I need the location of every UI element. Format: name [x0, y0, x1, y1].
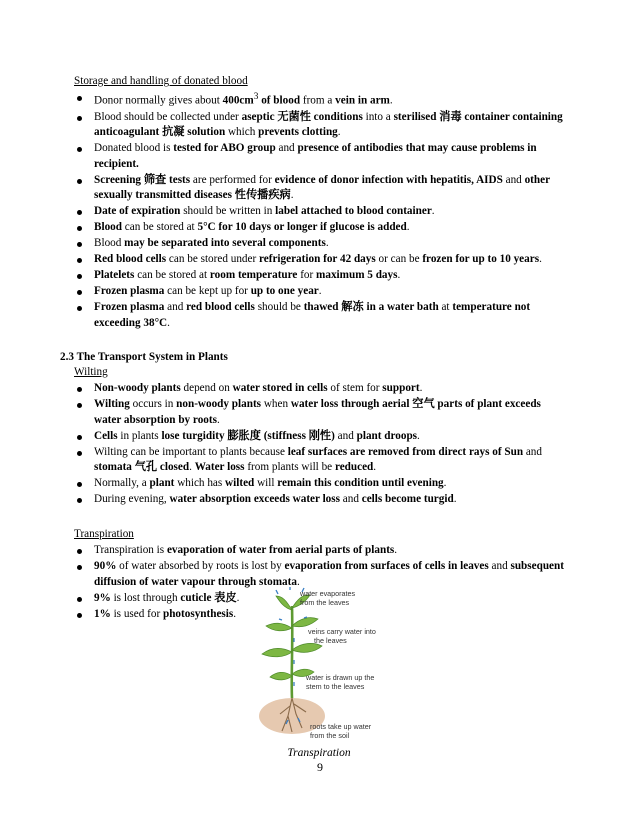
list-text: for — [297, 269, 317, 282]
list-text: . — [539, 253, 542, 266]
list-text: into a — [362, 110, 394, 123]
list-text: . — [189, 461, 195, 473]
list-text: support — [382, 382, 420, 394]
list-text: and — [502, 173, 525, 186]
list-item — [74, 284, 564, 300]
list-text: Frozen plasma — [94, 285, 165, 298]
list-item — [74, 445, 564, 476]
list-text: . — [167, 316, 170, 329]
list-text: 1% — [94, 607, 111, 620]
list-text: . — [325, 237, 329, 250]
list-text: can be stored at — [121, 221, 198, 234]
list-text: may be separated into several components — [124, 237, 326, 250]
list-text: Screening 筛查 tests — [94, 173, 191, 186]
list-text: . — [216, 413, 220, 426]
list-text: water stored in cells — [232, 382, 328, 394]
wilting-heading: Wilting — [74, 366, 108, 378]
label-veins-1: veins carry water into — [308, 627, 376, 636]
label-evaporates-1: water evaporates — [300, 589, 356, 598]
list-text: depend on — [180, 382, 233, 394]
list-item — [74, 141, 564, 172]
list-text: temperature not exceeding 38°C — [94, 301, 531, 329]
list-text: frozen for up to 10 years — [422, 253, 540, 266]
page-number: 9 — [317, 760, 323, 774]
list-text: Water loss — [194, 461, 245, 473]
list-text: . — [318, 285, 322, 298]
list-text: and — [488, 560, 511, 572]
list-text: from plants will be — [244, 461, 335, 473]
list-text: evidence of donor infection with hepatitis, AIDS — [274, 173, 503, 186]
label-drawn-2: stem to the leaves — [306, 682, 365, 691]
list-text: and — [523, 445, 542, 458]
list-text: leaf surfaces are removed from direct rays of Sun — [287, 445, 524, 458]
list-text: Transpiration is — [94, 544, 167, 556]
list-text: prevents clotting — [258, 126, 338, 139]
list-text: Blood — [94, 237, 125, 250]
list-text: is used for — [110, 607, 163, 620]
list-text: . — [406, 221, 410, 234]
list-item — [74, 429, 564, 445]
list-text: plant — [149, 477, 175, 489]
list-text: in plants — [117, 429, 162, 442]
list-text: . — [337, 126, 341, 139]
label-drawn-1: water is drawn up the — [306, 673, 375, 682]
list-text: . — [236, 591, 240, 604]
list-text: . — [296, 575, 300, 588]
list-text: when — [261, 398, 291, 410]
list-item — [74, 173, 564, 204]
list-text: . — [233, 607, 237, 620]
list-item — [74, 204, 564, 220]
list-text: of blood — [258, 94, 301, 107]
list-text: which has — [174, 477, 226, 489]
list-text: will — [254, 477, 278, 489]
list-text: from a — [300, 94, 336, 107]
list-text: or can be — [375, 253, 423, 266]
list-text: cells become turgid — [361, 493, 454, 505]
label-veins-2: the leaves — [314, 636, 347, 645]
list-item — [74, 220, 564, 236]
list-text: . — [443, 477, 447, 489]
list-text: remain this condition until evening — [277, 477, 444, 489]
list-text: Normally, a — [94, 477, 150, 489]
list-item — [74, 397, 564, 428]
list-text: water absorption exceeds water loss — [169, 493, 340, 505]
list-text: should be written in — [180, 205, 276, 218]
list-text: of water absorbed by roots is lost by — [116, 560, 285, 572]
list-text: Red blood cells — [94, 253, 167, 266]
list-text: maximum 5 days — [316, 269, 398, 282]
list-text: thawed 解冻 in a water bath — [303, 301, 439, 314]
list-text: Wilting — [94, 398, 130, 410]
list-text: . — [389, 94, 393, 107]
list-text: reduced — [334, 461, 374, 473]
label-roots-1: roots take up water — [310, 722, 372, 731]
list-text: refrigeration for 42 days — [259, 253, 376, 266]
list-text: of stem for — [327, 382, 383, 394]
list-text: 3 — [253, 92, 259, 102]
list-text: can be stored under — [166, 253, 259, 266]
list-text: should be — [254, 301, 304, 314]
list-text: . — [419, 382, 423, 394]
list-text: . — [431, 205, 435, 218]
list-item — [74, 110, 564, 141]
list-text: cuticle 表皮 — [180, 591, 237, 604]
label-evaporates-2: from the leaves — [300, 598, 350, 607]
list-text: Frozen plasma — [94, 301, 165, 314]
list-text: . — [290, 189, 294, 202]
list-text: Blood — [94, 221, 122, 234]
list-text: . — [373, 461, 377, 473]
list-text: evaporation from surfaces of cells in leaves — [284, 560, 489, 572]
list-text: 5°C for 10 days or longer if glucose is added — [197, 221, 407, 234]
list-item — [74, 268, 564, 284]
list-text: can be kept up for — [164, 285, 251, 298]
list-text: sterilised 消毒 container containing anticoagulant 抗凝 solution — [94, 110, 563, 139]
list-text: is lost through — [110, 591, 181, 604]
list-text: Donated blood is — [94, 142, 174, 155]
list-text: Date of expiration — [94, 205, 181, 218]
list-text: and — [164, 301, 187, 314]
list-text: lose turgidity 膨胀度 (stiffness 刚性) — [161, 429, 335, 442]
list-text: 90% — [94, 560, 117, 572]
list-text: Non-woody plants — [94, 382, 181, 394]
wilting-list — [74, 381, 564, 508]
list-item — [74, 381, 564, 397]
list-item — [74, 543, 564, 559]
list-text: 400cm — [222, 94, 254, 107]
list-text: wilted — [225, 477, 255, 489]
list-text: . — [417, 429, 420, 442]
list-text: and — [339, 493, 362, 505]
list-text: plant droops — [356, 429, 418, 442]
list-text: other sexually transmitted diseases 性传播疾病 — [94, 173, 550, 202]
transpiration-heading: Transpiration — [74, 528, 134, 540]
section-title: 2.3 The Transport System in Plants — [60, 351, 228, 363]
list-text: Wilting can be important to plants because — [94, 445, 288, 458]
list-text: . — [397, 269, 401, 282]
list-text: room temperature — [209, 269, 298, 282]
list-item — [74, 252, 564, 268]
list-text: stomata 气孔 closed — [94, 461, 190, 473]
list-text: Cells — [94, 429, 118, 442]
list-text: water loss through aerial 空气 parts of plant exceeds water absorption by roots — [94, 398, 541, 426]
list-text: Blood should be collected under — [94, 110, 242, 123]
list-item — [74, 300, 564, 331]
list-item — [74, 492, 564, 508]
list-text: photosynthesis — [162, 607, 234, 620]
list-text: non-woody plants — [176, 398, 262, 410]
list-text: and — [275, 142, 298, 155]
list-text: Donor normally gives about — [94, 94, 223, 107]
list-text: up to one year — [250, 285, 319, 298]
list-text: are performed for — [190, 173, 275, 186]
list-text: which — [225, 126, 259, 139]
list-text: During evening, — [94, 493, 170, 505]
label-roots-2: from the soil — [310, 731, 350, 740]
list-item — [74, 476, 564, 492]
list-text: tested for ABO group — [173, 142, 276, 155]
list-item — [74, 90, 564, 109]
list-text: label attached to blood container — [275, 205, 432, 218]
figure-caption: Transpiration — [287, 747, 351, 759]
list-text: red blood cells — [186, 301, 255, 314]
list-text: subsequent diffusion of water vapour through stomata — [94, 560, 564, 588]
list-text: Platelets — [94, 269, 135, 282]
list-text: presence of antibodies that may cause problems in recipient. — [94, 142, 537, 170]
storage-list — [74, 90, 564, 332]
list-text: 9% — [94, 591, 111, 604]
storage-heading: Storage and handling of donated blood — [74, 75, 248, 87]
list-item — [74, 236, 564, 252]
list-text: and — [334, 429, 357, 442]
list-text: occurs in — [129, 398, 177, 410]
list-text: aseptic 无菌性 conditions — [241, 110, 363, 123]
list-text: evaporation of water from aerial parts of plants — [166, 544, 395, 556]
list-text: . — [453, 493, 457, 505]
list-text: at — [438, 301, 453, 314]
transpiration-figure — [258, 586, 388, 746]
list-text: vein in arm — [335, 94, 390, 107]
list-text: can be stored at — [134, 269, 210, 282]
list-text: . — [394, 544, 398, 556]
